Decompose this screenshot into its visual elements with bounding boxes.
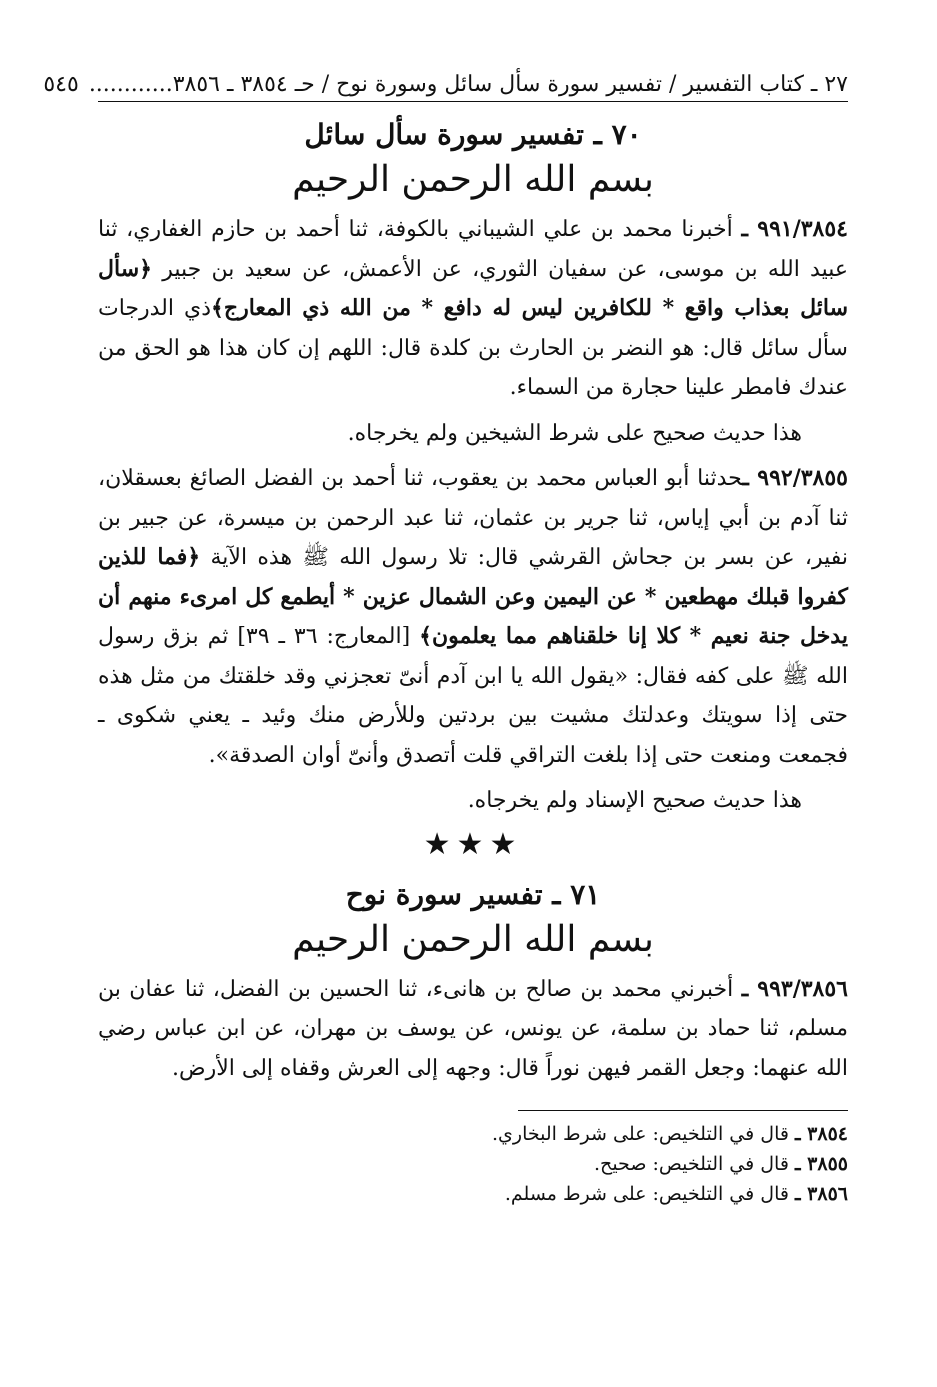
footnote-3854 — [98, 1119, 848, 1149]
chapter-title-71: ٧١ ـ تفسير سورة نوح — [345, 877, 601, 911]
footnote-number: ٣٨٥٦ ـ — [794, 1183, 848, 1205]
verdict-3854: هذا حديث صحيح على شرط الشيخين ولم يخرجاه. — [347, 420, 802, 446]
footnote-number: ٣٨٥٥ ـ — [794, 1153, 848, 1175]
chapter-title-70: ٧٠ ـ تفسير سورة سأل سائل — [304, 118, 642, 151]
page-number-group — [43, 72, 172, 97]
quran-quote: ﴿فما للذين كفروا قبلك مهطعين * عن اليمين وعن الشمال عزين * أيطمع كل امرىء منهم أن يدخل جنة نعيم * كلا إنا خلقناهم مما يعلمون﴾ — [98, 544, 848, 649]
hadith-text: ذي الدرجات سأل سائل قال: هو النضر بن الحارث بن كلدة قال: اللهم إن كان هذا هو الحق من عندك فامطر علينا حجارة من السماء. — [98, 296, 848, 400]
hadith-text: [المعارج: ٣٦ ـ ٣٩] ثم بزق رسول الله ﷺ على كفه فقال: «يقول الله يا ابن آدم أنىّ تعجزني وقد خلقتك من مثل هذه حتى إذا سويتك وعدلتك مشيت بين بردتين وللأرض منك وئيد ـ يعني شكوى ـ فجمعت ومنعت حتى إذا بلغت التراقي قلت أتصدق وأنىّ أوان الصدقة». — [98, 624, 848, 768]
basmala-2: بسم الله الرحمن الرحيم — [292, 918, 654, 960]
hadith-number: ٩٩١/٣٨٥٤ ـ — [741, 216, 848, 242]
book-page — [43, 72, 849, 1209]
footnote-text: قال في التلخيص: على شرط البخاري. — [492, 1123, 795, 1145]
leader-dots: ............ — [88, 72, 173, 97]
basmala-1: بسم الله الرحمن الرحيم — [292, 159, 654, 200]
footnote-text: قال في التلخيص: صحيح. — [594, 1153, 795, 1175]
hadith-3855 — [98, 459, 848, 775]
hadith-number: ٩٩٣/٣٨٥٦ ـ — [741, 975, 848, 1002]
hadith-text: حدثنا أبو العباس محمد بن يعقوب، ثنا أحمد بن الفضل الصائغ بعسقلان، ثنا آدم بن أبي إياس، ثنا جرير بن عثمان، ثنا عبد الرحمن بن ميسرة، عن جبير بن نفير، عن بسر بن جحاش القرشي قال: تلا رسول الله ﷺ هذه الآية — [98, 466, 848, 570]
footnote-3855 — [98, 1149, 848, 1179]
hadith-number: ٩٩٢/٣٨٥٥ ـ — [742, 465, 848, 491]
footnote-divider — [518, 1110, 848, 1111]
hadith-3854 — [98, 210, 848, 408]
hadith-text: أخبرني محمد بن صالح بن هانىء، ثنا الحسين بن الفضل، ثنا عفان بن مسلم، ثنا حماد بن سلمة، عن يونس، عن يوسف بن مهران، عن ابن عباس رضي الله عنهما: وجعل القمر فيهن نوراً قال: وجهه إلى العرش وقفاه إلى الأرض. — [98, 976, 848, 1081]
footnote-number: ٣٨٥٤ ـ — [794, 1123, 848, 1145]
running-header — [43, 72, 848, 102]
running-title: ٢٧ ـ كتاب التفسير / تفسير سورة سأل سائل وسورة نوح / حـ ٣٨٥٤ ـ ٣٨٥٦ — [172, 72, 848, 97]
page-number: ٥٤٥ — [43, 72, 79, 97]
hadith-text: أخبرنا محمد بن علي الشيباني بالكوفة، ثنا أحمد بن حازم الغفاري، ثنا عبيد الله بن موسى، عن سفيان الثوري، عن الأعمش، عن سعيد بن جبير — [98, 217, 848, 282]
footnote-text: قال في التلخيص: على شرط مسلم. — [504, 1183, 795, 1205]
hadith-3856 — [98, 970, 848, 1089]
verdict-3855: هذا حديث صحيح الإسناد ولم يخرجاه. — [467, 788, 802, 813]
footnote-3856 — [98, 1179, 848, 1209]
quran-quote: ﴿سأل سائل بعذاب واقع * للكافرين ليس له دافع * من الله ذي المعارج﴾ — [98, 255, 849, 321]
section-separator: ★★★ — [423, 826, 523, 862]
